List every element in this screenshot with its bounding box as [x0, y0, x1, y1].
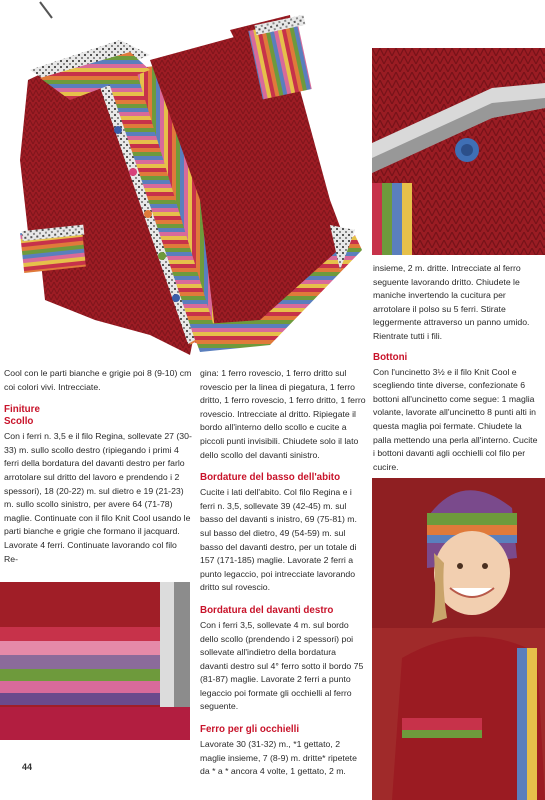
col2-paragraph-3: Con i ferri 3,5, sollevate 4 m. sul bordo dello scollo (prendendo i 2 spessori) poi sollevate all'indietro della bordatura davanti destro sul 4° ferro sotto il bordo 75 (81-87) maglie. Lavorate 2 ferri a punto legaccio poi formate gli occhielli al ferro seguente.: [200, 619, 364, 712]
column-2: [200, 367, 366, 779]
col3-paragraph-1: insieme, 2 m. dritte. Intrecciate al ferro seguente lavorando dritto. Chiudete le maniche invertendo la cucitura per arrotolare il polso su 5 ferri. Stirate leggermente attraverso un panno umido. Rientrate tutti i fili.: [373, 263, 530, 341]
button-detail-illustration: [372, 48, 545, 255]
col3-paragraph-2: Con l'uncinetto 3½ e il filo Knit Cool e scegliendo tinte diverse, confezionate 6 bottoni all'uncinetto come segue: 1 maglia volante, lavorate all'uncinetto 8 punti alti in questa maglia poi fermate. Chiudete la palla mettendo una perla all'interno. Cucite i bottoni davanti agli occhielli col filo per cucire.: [373, 366, 538, 472]
intro-paragraph: Cool con le parti bianche e grigie poi 8 (9-10) cm coi colori vivi. Intrecciate.: [4, 368, 192, 392]
heading-bottoni: Bottoni: [373, 351, 408, 363]
button-detail-photo: [372, 48, 545, 255]
child-illustration: [372, 478, 545, 800]
col2-paragraph-4: Lavorate 30 (31-32) m., *1 gettato, 2 maglie insieme, 7 (8-9) m. dritte* ripetete da * a * ancora 4 volte, 1 gettato, 2 m.: [200, 739, 357, 777]
coat-illustration: [0, 0, 372, 362]
hem-detail-illustration: [0, 582, 190, 740]
hem-detail-photo: [0, 582, 190, 740]
heading-bordature-basso: Bordature del basso dell'abito: [200, 472, 341, 484]
heading-bordatura-davanti: Bordatura del davanti destro: [200, 604, 334, 616]
child-photo: [372, 478, 545, 800]
coat-photo: [0, 0, 372, 362]
heading-finiture: Finiture: [4, 404, 40, 416]
heading-scollo: Scollo: [4, 416, 34, 428]
col2-paragraph-1: gina: 1 ferro rovescio, 1 ferro dritto sul rovescio per la linea di piegatura, 1 ferro dritto, 1 ferro rovescio, 1 ferro dritto, 1 ferro rovescio. Intrecciate al dritto. Ripiegate il bordo all'interno dello scollo e cucite a piccoli punti invisibili. Chiudete solo il lato dello scollo del davanti sinistro.: [200, 368, 366, 460]
column-1: [4, 367, 192, 566]
scollo-paragraph: Con i ferri n. 3,5 e il filo Regina, sollevate 27 (30-33) m. sullo scollo destro (ripiegando i primi 4 ferri della bordatura del davanti destro per farlo arrotolare sul dritto del lavoro e prendendo i 2 spessori), 18 (20-22) m. sul dietro e 19 (21-23) m. sullo scollo sinistro, per avere 64 (71-78) maglie. Continuate con il filo Knit Cool usando le parti bianche e grigie che formano il jacquard. Lavorate 4 ferri. Continuate lavorando col filo Re-: [4, 431, 192, 564]
col2-paragraph-2: Cucite i lati dell'abito. Col filo Regina e i ferri n. 3,5, sollevate 39 (42-45) m. sul basso del davanti s inistro, 69 (75-81) m. sul basso del dietro, 49 (54-59) m. sul basso del davanti destro, per un totale di 157 (171-185) maglie. Lavorate 2 ferri a punto legaccio, poi intrecciate lavorando dritto sul rovescio.: [200, 487, 357, 593]
column-3: [373, 262, 541, 474]
heading-ferro-occhielli: Ferro per gli occhielli: [200, 724, 300, 736]
page-number: 44: [22, 762, 33, 772]
